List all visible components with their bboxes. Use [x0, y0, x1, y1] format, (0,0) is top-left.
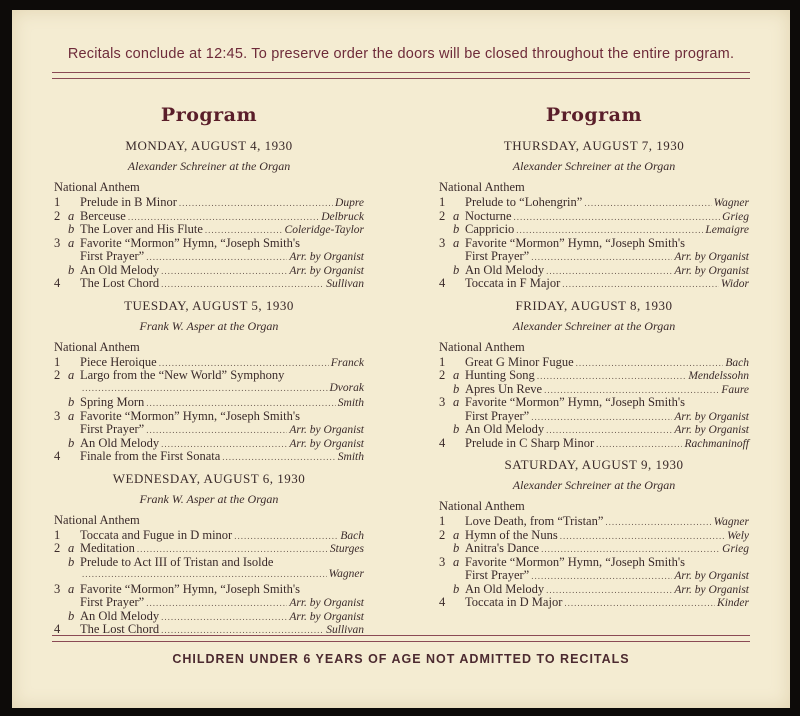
item-title: Hunting Song [465, 368, 535, 382]
organist-line: Frank W. Asper at the Organ [139, 318, 279, 333]
item-letter: b [68, 395, 75, 409]
program-sheet [12, 10, 790, 708]
item-letter: b [453, 422, 460, 436]
item-number: 1 [54, 354, 61, 369]
top-rule [52, 72, 750, 79]
item-letter: a [68, 581, 75, 596]
dot-leader [161, 266, 287, 276]
item-number: 3 [54, 408, 61, 423]
item-title: Favorite “Mormon” Hymn, “Joseph Smith's [465, 554, 685, 569]
item-composer: Kinder [717, 597, 749, 609]
dot-leader [531, 252, 672, 262]
item-number: 2 [439, 208, 446, 223]
day-date: SATURDAY, AUGUST 9, 1930 [504, 457, 684, 472]
item-number: 1 [439, 514, 446, 528]
item-number: 3 [439, 395, 446, 409]
item-title: Apres Un Reve [465, 381, 543, 396]
item-number: 3 [439, 235, 446, 250]
item-title: Toccata and Fugue in D minor [80, 527, 233, 542]
dot-leader [516, 225, 703, 235]
item-letter: a [453, 395, 460, 409]
program-title: Program [545, 104, 643, 126]
dot-leader [222, 452, 336, 462]
dot-leader [564, 598, 715, 608]
item-letter: b [453, 381, 460, 396]
item-title: Great G Minor Fugue [465, 354, 574, 369]
dot-leader [584, 198, 711, 208]
dot-leader [82, 569, 327, 579]
item-composer: Arr. by Organist [674, 570, 749, 582]
item-letter: b [453, 222, 460, 236]
item-number: 2 [54, 208, 61, 223]
item-letter: a [453, 368, 460, 382]
program-item [439, 195, 749, 209]
item-title: The Lost Chord [80, 622, 160, 636]
item-title: Prelude in B Minor [80, 195, 177, 209]
item-title: Spring Morn [80, 395, 145, 409]
day-date: FRIDAY, AUGUST 8, 1930 [515, 297, 673, 313]
item-title: Cappricio [465, 222, 515, 236]
item-title: First Prayer” [465, 249, 530, 263]
program-column-left [54, 104, 364, 644]
program-item [54, 595, 364, 609]
item-title: Anitra's Dance [465, 541, 540, 555]
program-item [54, 582, 364, 596]
item-title: An Old Melody [465, 262, 545, 277]
dot-leader [234, 531, 338, 541]
item-title: Piece Heroique [80, 354, 157, 369]
program-title: Program [160, 104, 258, 126]
dot-leader [546, 585, 672, 595]
program-item [54, 568, 364, 582]
day-section [54, 471, 364, 636]
anthem-line: National Anthem [439, 339, 525, 354]
item-composer: Sturges [329, 543, 364, 555]
organist-line: Alexander Schreiner at the Organ [512, 478, 676, 492]
header-notice: Recitals conclude at 12:45. To preserve order the doors will be closed throughout the entire program. [67, 46, 735, 62]
item-title: An Old Melody [80, 435, 160, 450]
anthem-line: National Anthem [439, 499, 525, 513]
dot-leader [161, 279, 324, 289]
dot-leader [146, 598, 287, 608]
item-title: Prelude to Act III of Tristan and Isolde [80, 554, 274, 569]
program-item [54, 355, 364, 369]
item-composer: Wagner [328, 568, 364, 580]
footer-notice: CHILDREN UNDER 6 YEARS OF AGE NOT ADMITTED TO RECITALS [172, 652, 630, 666]
dot-leader [128, 212, 319, 222]
item-number: 4 [54, 449, 61, 463]
program-item [439, 528, 749, 542]
item-composer: Grieg [722, 543, 749, 555]
item-title: First Prayer” [80, 595, 145, 609]
program-item [439, 276, 749, 290]
program-item [439, 409, 749, 423]
item-letter: a [453, 208, 460, 223]
organist-line: Alexander Schreiner at the Organ [127, 159, 291, 173]
dot-leader [544, 385, 719, 395]
item-composer: Bach [725, 356, 749, 369]
program-item [439, 595, 749, 609]
dot-leader [560, 531, 725, 541]
item-number: 4 [54, 622, 61, 636]
item-title: An Old Melody [80, 262, 160, 277]
program-item [439, 263, 749, 277]
item-title: Favorite “Mormon” Hymn, “Joseph Smith's [80, 235, 300, 250]
program-item [439, 555, 749, 569]
item-letter: b [68, 435, 75, 450]
program-item [439, 582, 749, 596]
item-title: The Lost Chord [80, 276, 160, 290]
item-number: 1 [439, 354, 446, 369]
item-title: Favorite “Mormon” Hymn, “Joseph Smith's [465, 235, 685, 250]
program-item [54, 541, 364, 555]
item-letter: a [68, 541, 75, 555]
item-title: Nocturne [465, 208, 512, 223]
dot-leader [161, 439, 287, 449]
item-composer: Mendelssohn [688, 370, 749, 382]
dot-leader [605, 517, 711, 527]
program-item [54, 222, 364, 236]
item-title: Toccata in F Major [465, 276, 561, 290]
dot-leader [161, 612, 287, 622]
day-date: MONDAY, AUGUST 4, 1930 [125, 138, 293, 153]
item-composer: Wagner [713, 197, 749, 209]
item-letter: b [68, 262, 75, 277]
day-section [439, 457, 749, 609]
item-title: First Prayer” [80, 249, 145, 263]
dot-leader [161, 625, 324, 635]
item-letter: b [68, 554, 75, 569]
item-composer: Franck [330, 356, 364, 369]
item-composer: Lemaigre [705, 224, 749, 236]
item-title: The Lover and His Flute [80, 222, 203, 236]
day-date: WEDNESDAY, AUGUST 6, 1930 [112, 470, 306, 486]
item-number: 4 [439, 276, 446, 290]
item-composer: Coleridge-Taylor [284, 224, 364, 236]
item-number: 1 [439, 195, 446, 209]
item-title: Meditation [80, 541, 135, 555]
item-letter: b [453, 262, 460, 277]
program-item [439, 249, 749, 263]
item-title: Favorite “Mormon” Hymn, “Joseph Smith's [80, 581, 300, 596]
item-title: Largo from the “New World” Symphony [80, 368, 285, 382]
item-composer: Widor [720, 278, 749, 290]
item-composer: Wely [727, 529, 749, 542]
program-item [439, 395, 749, 409]
program-item [54, 382, 364, 396]
program-item [439, 568, 749, 582]
item-letter: a [68, 208, 75, 223]
organist-line: Alexander Schreiner at the Organ [512, 318, 676, 333]
dot-leader [514, 212, 721, 222]
program-item [54, 409, 364, 423]
item-composer: Grieg [722, 210, 749, 223]
item-letter: b [453, 541, 460, 555]
item-letter: a [68, 408, 75, 423]
item-title: Prelude in C Sharp Minor [465, 435, 595, 450]
program-item [54, 195, 364, 209]
item-number: 2 [439, 368, 446, 382]
program-item [439, 514, 749, 528]
item-composer: Sullivan [326, 624, 364, 636]
dot-leader [205, 225, 283, 235]
program-item [439, 422, 749, 436]
dot-leader [159, 358, 329, 368]
item-composer: Arr. by Organist [289, 424, 364, 436]
program-item [54, 622, 364, 636]
dot-leader [146, 398, 336, 408]
item-composer: Arr. by Organist [289, 597, 364, 609]
item-title: Favorite “Mormon” Hymn, “Joseph Smith's [465, 395, 685, 409]
item-composer: Sullivan [326, 278, 364, 290]
dot-leader [576, 358, 724, 368]
item-number: 4 [439, 595, 446, 609]
program-item [54, 422, 364, 436]
item-letter: a [68, 235, 75, 250]
dot-leader [531, 571, 672, 581]
item-letter: a [68, 368, 75, 382]
item-composer: Arr. by Organist [289, 437, 364, 450]
item-composer: Arr. by Organist [674, 264, 749, 277]
item-composer: Dupre [335, 197, 364, 209]
item-composer: Smith [337, 397, 364, 409]
item-composer: Arr. by Organist [289, 264, 364, 277]
program-item [54, 263, 364, 277]
dot-leader [546, 266, 672, 276]
item-letter: a [453, 554, 460, 569]
days-list [54, 138, 364, 636]
program-item [54, 609, 364, 623]
item-title: Prelude to “Lohengrin” [465, 195, 583, 209]
item-title: Favorite “Mormon” Hymn, “Joseph Smith's [80, 408, 300, 423]
bottom-rule [52, 635, 750, 642]
item-composer: Arr. by Organist [289, 610, 364, 623]
day-section [439, 138, 749, 290]
dot-leader [541, 544, 720, 554]
item-number: 4 [54, 276, 61, 290]
program-item [54, 528, 364, 542]
day-date: THURSDAY, AUGUST 7, 1930 [503, 138, 685, 153]
program-item [54, 249, 364, 263]
program-column-right [439, 104, 749, 617]
item-title: Love Death, from “Tristan” [465, 514, 604, 528]
item-composer: Wagner [713, 516, 749, 528]
dot-leader [146, 425, 287, 435]
item-letter: b [68, 222, 75, 236]
anthem-line: National Anthem [54, 512, 140, 527]
item-composer: Bach [340, 529, 364, 542]
item-composer: Arr. by Organist [289, 251, 364, 263]
item-composer: Arr. by Organist [674, 251, 749, 263]
dot-leader [562, 279, 719, 289]
item-letter: a [453, 527, 460, 542]
dot-leader [537, 371, 687, 381]
dot-leader [596, 439, 682, 449]
day-date: TUESDAY, AUGUST 5, 1930 [124, 297, 294, 313]
program-item [439, 436, 749, 450]
dot-leader [146, 252, 287, 262]
program-item [439, 382, 749, 396]
item-title: Hymn of the Nuns [465, 527, 558, 542]
anthem-line: National Anthem [54, 180, 140, 194]
item-title: Berceuse [80, 208, 126, 223]
day-section [54, 298, 364, 463]
program-item [54, 395, 364, 409]
item-title: Finale from the First Sonata [80, 449, 221, 463]
item-composer: Arr. by Organist [674, 424, 749, 436]
item-number: 2 [54, 541, 61, 555]
anthem-line: National Anthem [54, 339, 140, 354]
program-item [54, 368, 364, 382]
organist-line: Frank W. Asper at the Organ [139, 491, 279, 506]
item-title: First Prayer” [80, 422, 145, 436]
program-item [54, 449, 364, 463]
item-composer: Arr. by Organist [674, 410, 749, 423]
program-item [54, 209, 364, 223]
item-composer: Smith [337, 451, 364, 463]
item-number: 3 [54, 235, 61, 250]
item-letter: a [453, 235, 460, 250]
item-title: First Prayer” [465, 568, 530, 582]
program-item [439, 355, 749, 369]
dot-leader [531, 412, 672, 422]
dot-leader [137, 544, 328, 554]
item-composer: Rachmaninoff [684, 437, 749, 450]
day-section [54, 138, 364, 290]
item-title: An Old Melody [80, 608, 160, 623]
days-list [439, 138, 749, 609]
dot-leader [82, 383, 328, 393]
program-item [54, 276, 364, 290]
item-letter: b [453, 581, 460, 596]
program-item [439, 236, 749, 250]
program-item [439, 209, 749, 223]
item-number: 1 [54, 195, 61, 209]
anthem-line: National Anthem [439, 180, 525, 194]
item-number: 4 [439, 435, 446, 450]
program-item [439, 368, 749, 382]
program-item [439, 541, 749, 555]
program-item [439, 222, 749, 236]
program-item [54, 436, 364, 450]
item-number: 1 [54, 527, 61, 542]
dot-leader [546, 425, 672, 435]
day-section [439, 298, 749, 450]
item-number: 3 [439, 554, 446, 569]
item-letter: b [68, 608, 75, 623]
item-number: 2 [54, 368, 61, 382]
item-composer: Delbruck [321, 210, 364, 223]
program-item [54, 236, 364, 250]
program-item [54, 555, 364, 569]
item-composer: Faure [721, 383, 749, 396]
item-number: 3 [54, 581, 61, 596]
item-composer: Dvorak [329, 381, 364, 394]
item-title: First Prayer” [465, 408, 530, 423]
item-title: An Old Melody [465, 422, 545, 436]
item-title: An Old Melody [465, 581, 545, 596]
item-composer: Arr. by Organist [674, 583, 749, 596]
organist-line: Alexander Schreiner at the Organ [512, 159, 676, 173]
item-number: 2 [439, 527, 446, 542]
item-title: Toccata in D Major [465, 595, 563, 609]
dot-leader [179, 198, 333, 208]
